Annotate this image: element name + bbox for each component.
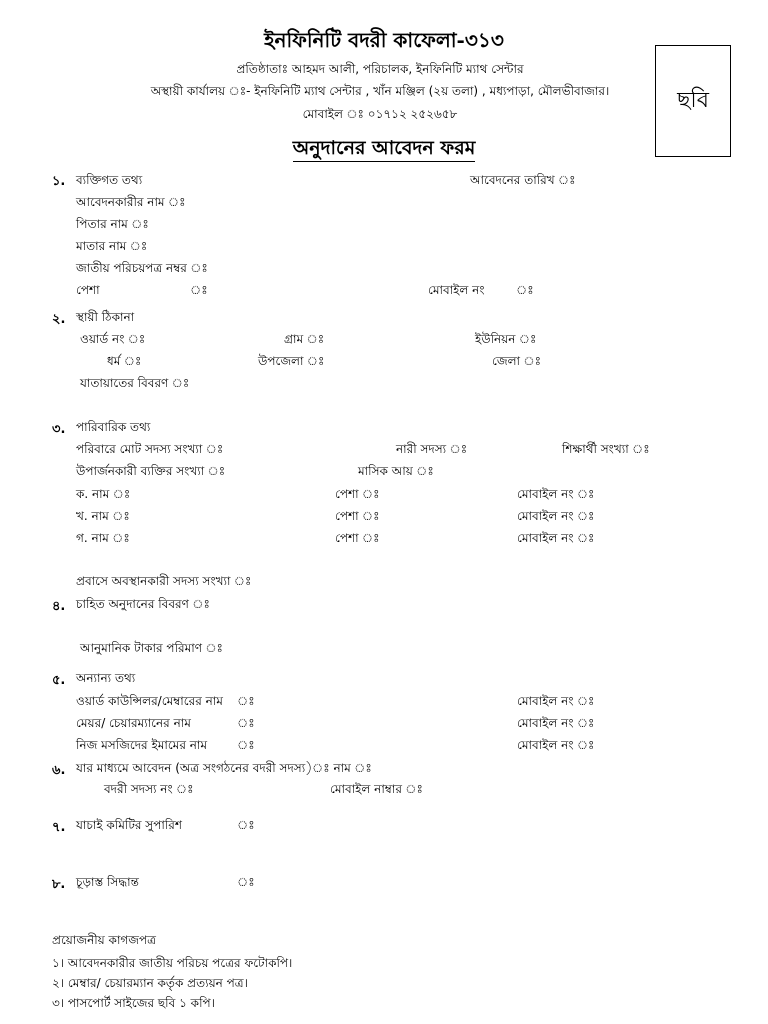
member-name-label: খ. নাম ঃ	[76, 509, 130, 523]
member-job-label: পেশা ঃ	[335, 509, 380, 523]
mayor-colon: ঃ	[237, 716, 255, 730]
section-1-title: ব্যক্তিগত তথ্য	[76, 173, 143, 187]
imam-label: নিজ মসজিদের ইমামের নাম	[76, 738, 208, 752]
councillor-label: ওয়ার্ড কাউন্সিলর/মেম্বারের নাম	[76, 694, 223, 708]
member-job-label: পেশা ঃ	[335, 531, 380, 545]
form-title: অনুদানের আবেদন ফরম	[0, 134, 768, 166]
mobile-colon: ঃ	[516, 283, 534, 297]
section-8-title: চূড়াস্ত সিদ্ধান্ত	[76, 875, 139, 889]
header-mobile: মোবাইল ঃ ০১৭১২ ২৫২৬৫৮	[302, 107, 458, 121]
member-name-label: গ. নাম ঃ	[76, 531, 130, 545]
member-name-label: ক. নাম ঃ	[76, 487, 131, 501]
imam-mobile-label: মোবাইল নং ঃ	[517, 738, 595, 752]
section-1-number: ১.	[52, 174, 66, 189]
section-4-number: ৪.	[52, 599, 66, 614]
occupation-label: পেশা	[76, 283, 100, 297]
required-documents-title: প্রয়োজনীয় কাগজপত্র	[52, 933, 156, 947]
religion-label: ধর্ম ঃ	[107, 354, 142, 368]
founder-line: প্রতিষ্ঠাতাঃ আহমদ আলী, পরিচালক, ইনফিনিটি ম্যাথ সেন্টার	[236, 62, 524, 76]
section-2-number: ২.	[52, 312, 66, 327]
section-7-title: যাচাই কমিটির সুপারিশ	[76, 818, 182, 832]
member-job-label: পেশা ঃ	[335, 487, 380, 501]
section-6-title: যার মাধ্যমে আবেদন (অত্র সংগঠনের বদরী সদস্য)ঃ নাম ঃ	[76, 761, 372, 775]
section-5-title: অন্যান্য তথ্য	[76, 671, 136, 685]
estimated-amount-label: আনুমানিক টাকার পরিমাণ ঃ	[80, 641, 223, 655]
occupation-colon: ঃ	[190, 283, 208, 297]
nid-label: জাতীয় পরিচয়পত্র নম্বর ঃ	[76, 261, 208, 275]
section-2-title: স্থায়ী ঠিকানা	[76, 310, 135, 324]
upazila-label: উপজেলা ঃ	[258, 354, 325, 368]
mayor-label: মেয়র/ চেয়ারম্যানের নাম	[76, 716, 191, 730]
required-document-item: ২। মেম্বার/ চেয়ারম্যান কর্তৃক প্রত্যয়ন পত্র।	[52, 976, 248, 990]
councillor-mobile-label: মোবাইল নং ঃ	[517, 694, 595, 708]
imam-colon: ঃ	[237, 738, 255, 752]
member-mobile-label: মোবাইল নং ঃ	[517, 487, 595, 501]
transport-label: যাতায়াতের বিবরণ ঃ	[80, 376, 190, 390]
section-7-colon: ঃ	[237, 818, 255, 832]
father-name-label: পিতার নাম ঃ	[76, 217, 149, 231]
section-4-title: চাহিত অনুদানের বিবরণ ঃ	[76, 597, 210, 611]
member-mobile-label: মোবাইল নং ঃ	[517, 531, 595, 545]
applicant-name-label: আবেদনকারীর নাম ঃ	[76, 195, 186, 209]
organization-title: ইনফিনিটি বদরী কাফেলা-৩১৩	[264, 28, 504, 52]
office-address: অস্থায়ী কার্যালয় ঃ- ইনফিনিটি ম্যাথ সেন্টার , খাঁন মঞ্জিল (২য় তলা) , মধ্যপাড়া, মৌলভীবাজার।	[150, 84, 610, 98]
section-6-number: ৬.	[52, 763, 66, 778]
required-document-item: ১। আবেদনকারীর জাতীয় পরিচয় পত্রের ফটোকপি।	[52, 956, 293, 970]
union-label: ইউনিয়ন ঃ	[475, 332, 537, 346]
ward-label: ওয়ার্ড নং ঃ	[80, 332, 146, 346]
section-8-colon: ঃ	[237, 875, 255, 889]
section-5-number: ৫.	[52, 673, 66, 688]
mayor-mobile-label: মোবাইল নং ঃ	[517, 716, 595, 730]
total-members-label: পরিবারে মোট সদস্য সংখ্যা ঃ	[76, 442, 224, 456]
badri-mobile-label: মোবাইল নাম্বার ঃ	[330, 782, 423, 796]
students-label: শিক্ষার্থী সংখ্যা ঃ	[562, 442, 650, 456]
required-document-item: ৩। পাসপোর্ট সাইজের ছবি ১ কপি।	[52, 996, 215, 1010]
councillor-colon: ঃ	[237, 694, 255, 708]
mobile-label: মোবাইল নং	[428, 283, 485, 297]
district-label: জেলা ঃ	[492, 354, 541, 368]
mother-name-label: মাতার নাম ঃ	[76, 239, 148, 253]
member-mobile-label: মোবাইল নং ঃ	[517, 509, 595, 523]
earners-label: উপার্জনকারী ব্যক্তির সংখ্যা ঃ	[76, 464, 226, 478]
photo-label: ছবি	[677, 87, 709, 113]
female-members-label: নারী সদস্য ঃ	[396, 442, 468, 456]
section-3-number: ৩.	[52, 422, 66, 437]
abroad-members-label: প্রবাসে অবস্থানকারী সদস্য সংখ্যা ঃ	[76, 574, 252, 588]
village-label: গ্রাম ঃ	[284, 332, 325, 346]
monthly-income-label: মাসিক আয় ঃ	[358, 464, 434, 478]
badri-member-no-label: বদরী সদস্য নং ঃ	[104, 782, 194, 796]
section-7-number: ৭.	[52, 820, 66, 835]
section-3-title: পারিবারিক তথ্য	[76, 420, 151, 434]
application-date-label: আবেদনের তারিখ ঃ	[470, 173, 576, 187]
section-8-number: ৮.	[52, 877, 66, 892]
